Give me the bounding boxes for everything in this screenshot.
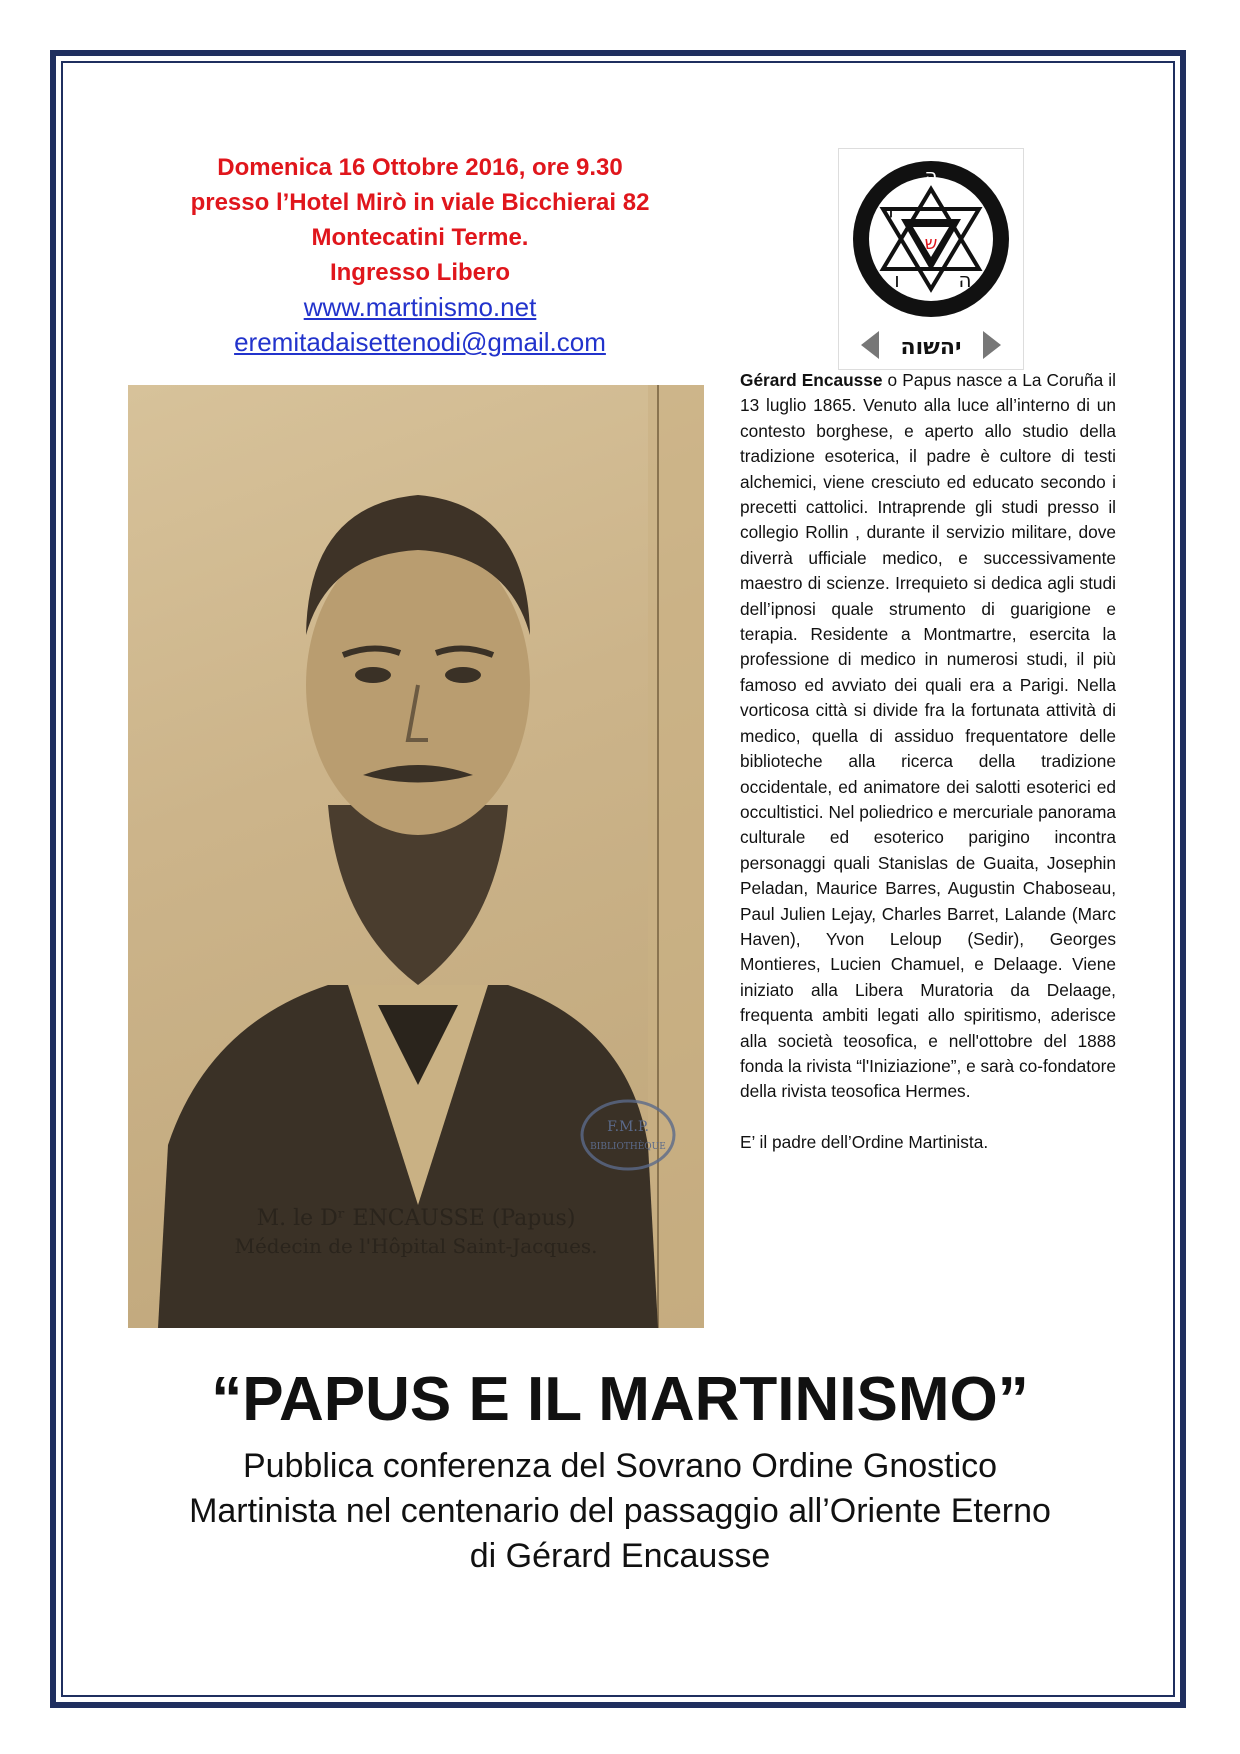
subtitle-line-3: di Gérard Encausse: [469, 1537, 771, 1575]
library-stamp-label: BIBLIOTHÈQUE: [590, 1142, 666, 1152]
page-title: “PAPUS E IL MARTINISMO”: [211, 1365, 1029, 1434]
event-admission: Ingresso Libero: [329, 259, 511, 286]
event-info: [130, 150, 710, 360]
event-city: Montecatini Terme.: [311, 224, 529, 251]
biography: [740, 368, 1116, 1180]
biography-closing: E’ il padre dell’Ordine Martinista.: [740, 1131, 989, 1152]
seal-letter-bottom-left: ו: [894, 268, 900, 292]
website-link[interactable]: www.martinismo.net: [303, 292, 537, 322]
portrait-caption-name: M. le Dʳ ENCAUSSE (Papus): [256, 1206, 576, 1231]
seal-letter-top: ה: [924, 164, 938, 188]
portrait-caption-role: Médecin de l'Hôpital Saint-Jacques.: [234, 1234, 598, 1258]
papus-portrait: [128, 385, 704, 1328]
seal-banner-text: יהשוה: [900, 335, 962, 360]
biography-paragraph: [740, 368, 1116, 1105]
pentagrammaton-seal-icon: [839, 149, 1023, 369]
subtitle-line-1: Pubblica conferenza del Sovrano Ordine Gnostico: [242, 1447, 998, 1485]
seal-letter-center: ש: [924, 233, 938, 254]
event-venue: presso l’Hotel Mirò in viale Bicchierai 82: [190, 189, 650, 216]
portrait-engraving: [128, 385, 704, 1328]
email-link[interactable]: eremitadaisettenodi@gmail.com: [234, 327, 606, 357]
seal-letter-bottom-right: ה: [958, 268, 972, 292]
conference-subtitle: [100, 1444, 1140, 1579]
biography-subject-name: Gérard Encausse: [740, 370, 883, 390]
subtitle-line-2: Martinista nel centenario del passaggio all’Oriente Eterno: [189, 1492, 1051, 1530]
biography-text: o Papus nasce a La Coruña il 13 luglio 1865. Venuto alla luce all’interno di un contesto borghese, e aperto allo studio della tradizione esoterica, il padre è cultore di testi alchemici, viene cresciuto ed educato secondo i precetti cattolici. Intraprende gli studi presso il collegio Rollin , durante il servizio militare, dove diverrà ufficiale medico, e successivamente maestro di scienze. Irrequieto si dedica agli studi dell’ipnosi quale strumento di guarigione e terapia. Residente a Montmartre, esercita la professione di medico in numerosi studi, il più famoso ed avviato dei quali era a Parigi. Nella vorticosa città si divide fra la fortunata attività di medico, quella di assiduo frequentatore delle biblioteche alla ricerca della tradizione occidentale, ed animatore dei salotti esoterici ed occultistici. Nel poliedrico e mercuriale panorama culturale ed esoterico parigino incontra personaggi quali Stanislas de Guaita, Josephin Peladan, Maurice Barres, Augustin Chaboseau, Paul Julien Lejay, Charles Barret, Lalande (Marc Haven), Yvon Leloup (Sedir), Georges Montieres, Lucien Chamuel, e Delaage. Viene iniziato alla Libera Muratoria da Delaage, frequenta ambiti legati allo spiritismo, aderisce alla società teosofica, e nell'ottobre del 1888 fonda la rivista “l'Iniziazione”, e sarà co-fondatore della rivista teosofica Hermes.: [740, 370, 1116, 1102]
seal-letter-left: י: [888, 203, 894, 227]
event-date: Domenica 16 Ottobre 2016, ore 9.30: [217, 154, 623, 181]
martinist-emblem: [838, 148, 1024, 370]
library-stamp-abbr: F.M.P.: [607, 1119, 649, 1135]
